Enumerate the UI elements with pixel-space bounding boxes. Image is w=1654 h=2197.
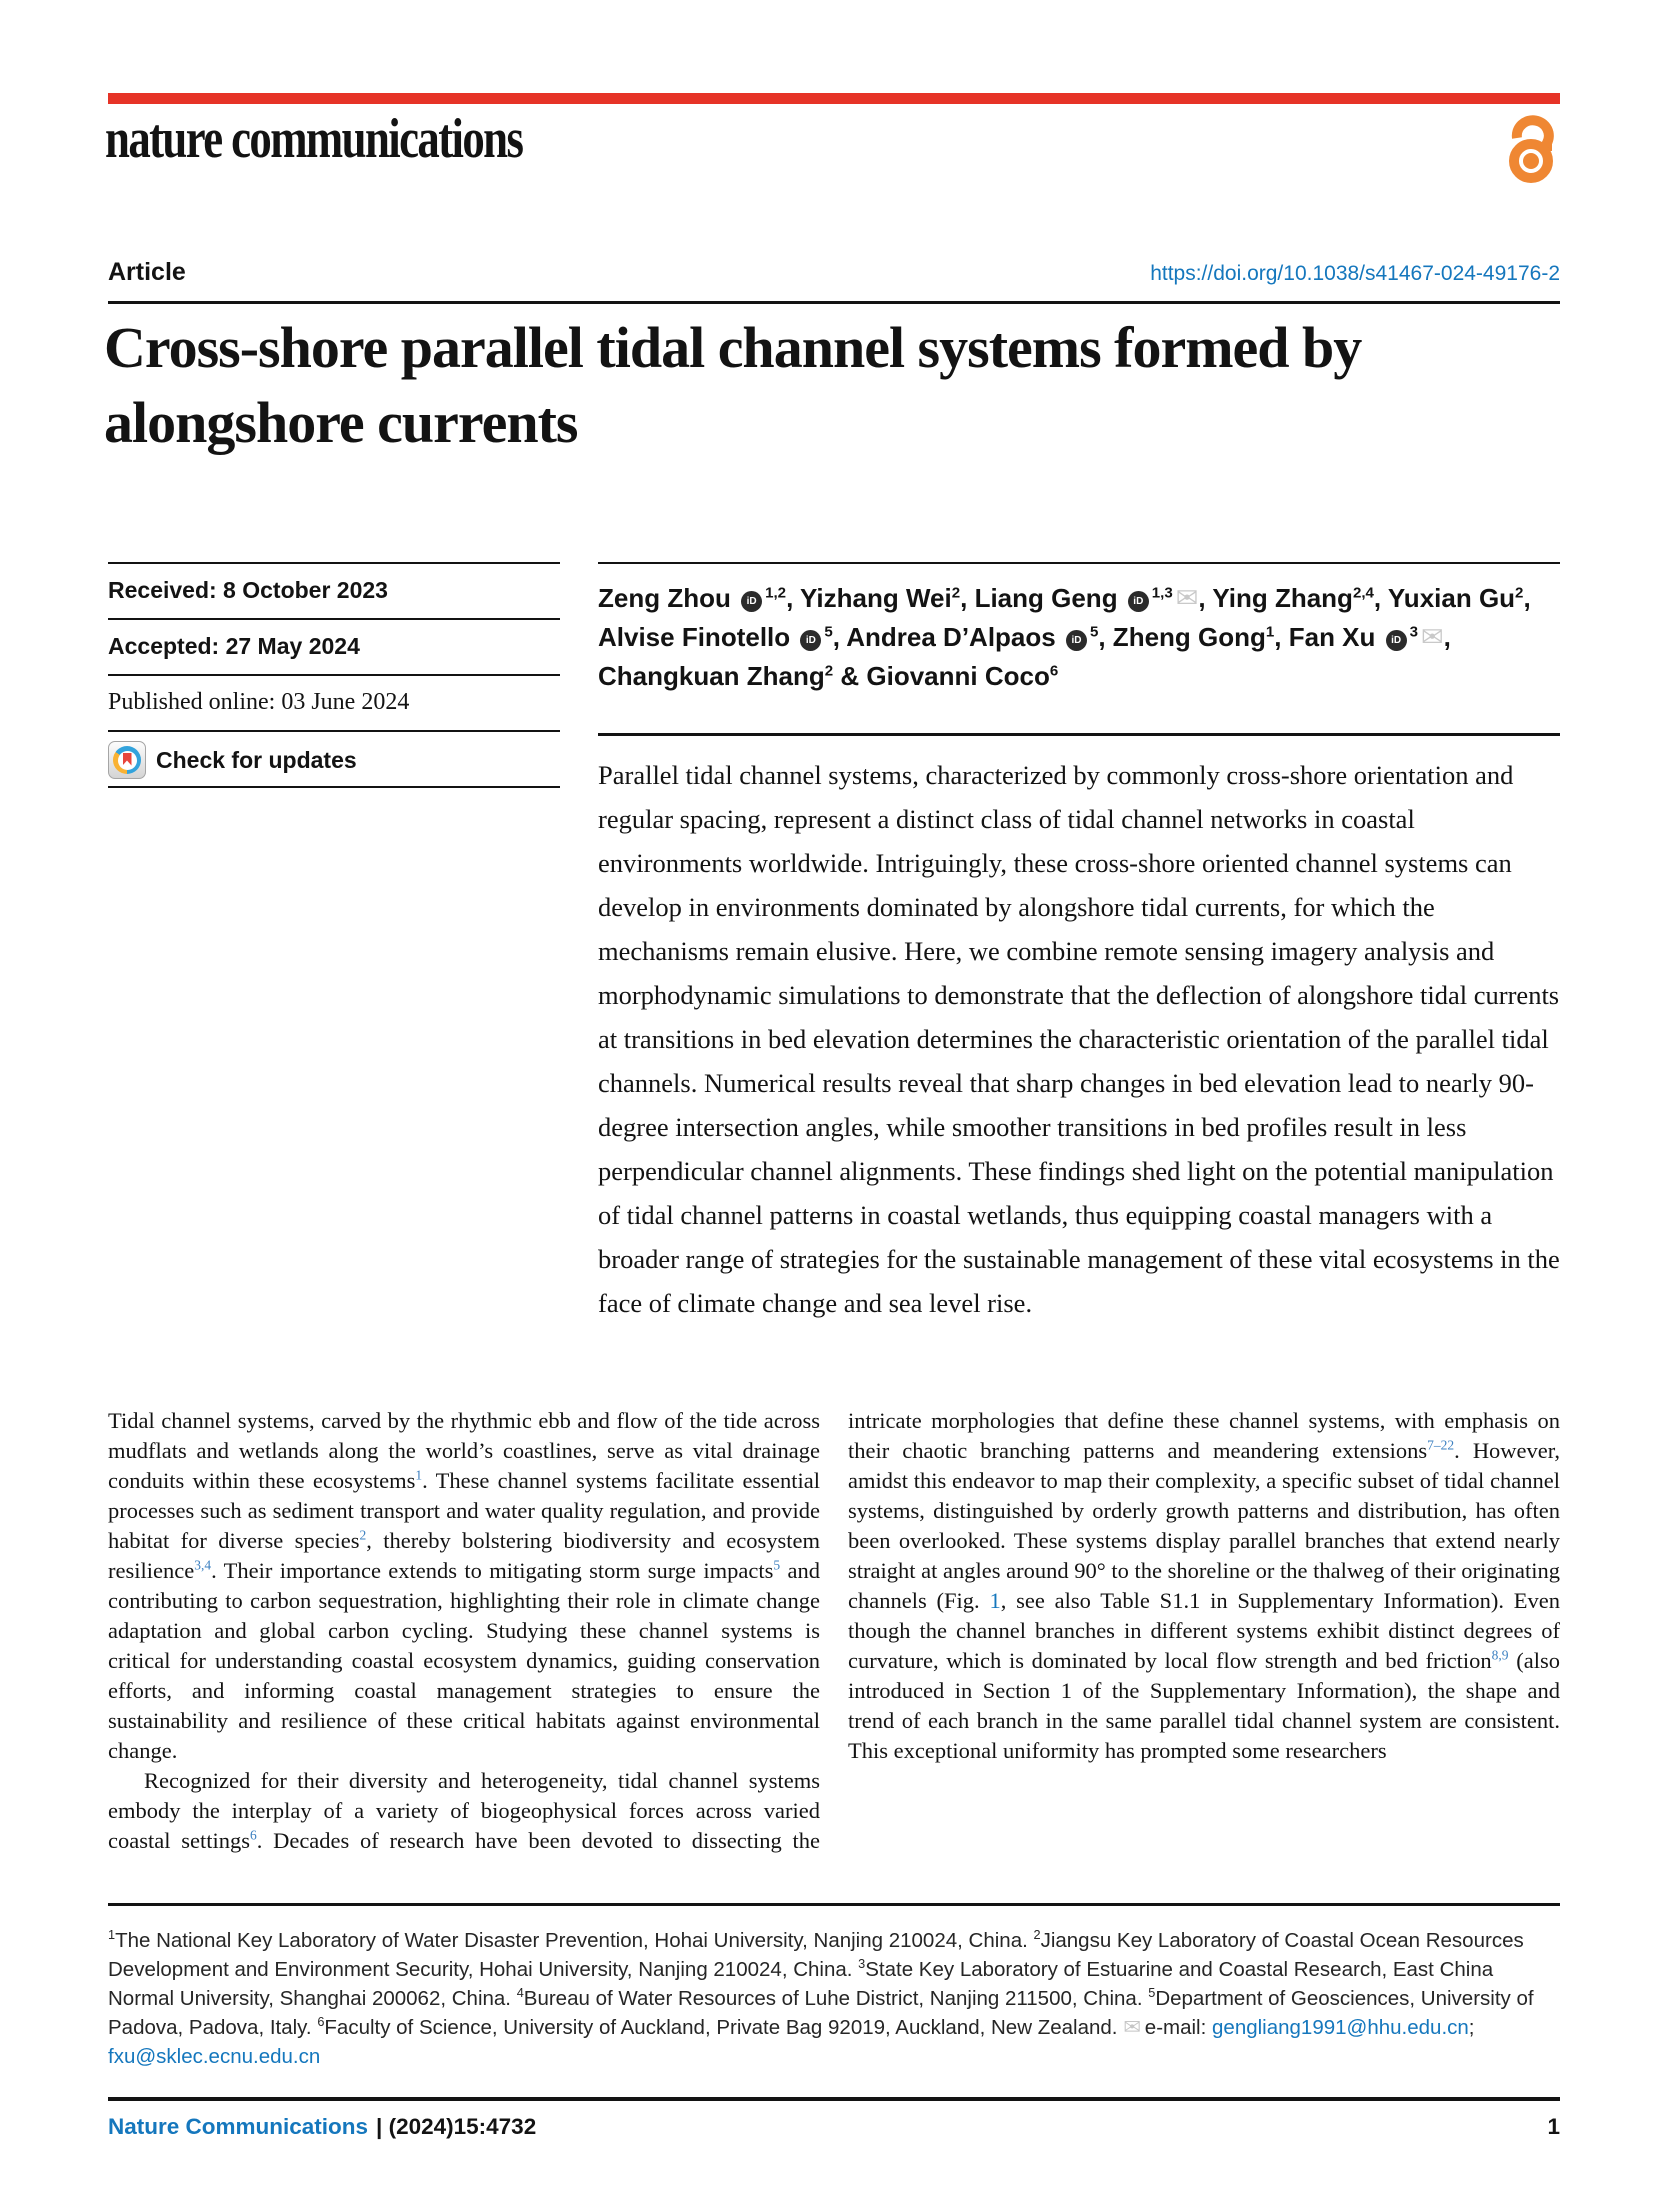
article-dates-panel bbox=[108, 562, 560, 788]
published-date: Published online: 03 June 2024 bbox=[108, 674, 560, 730]
text-run: 1,3 bbox=[1151, 584, 1173, 602]
text-run: Faculty of Science, University of Auckland, Private Bag 92019, Auckland, New Zealand. bbox=[324, 2016, 1124, 2039]
text-run: , Alvise Finotello bbox=[598, 583, 1531, 652]
citation-ref[interactable]: 6 bbox=[249, 1827, 257, 1843]
text-run: , Andrea D’Alpaos bbox=[832, 622, 1063, 652]
text-run: , thereby bolstering biodiversity and ecosystem resilience bbox=[108, 1528, 820, 1583]
abstract-section bbox=[598, 733, 1560, 1325]
email-link-fxu[interactable]: fxu@sklec.ecnu.edu.cn bbox=[108, 2045, 321, 2068]
text-run: , Yizhang Wei bbox=[786, 583, 952, 613]
crossmark-inner bbox=[118, 751, 137, 770]
email-link-gengliang[interactable]: gengliang1991@hhu.edu.cn bbox=[1212, 2016, 1469, 2039]
text-run: ; bbox=[1468, 2016, 1475, 2039]
page-footer bbox=[108, 2097, 1560, 2140]
body-paragraph-1 bbox=[108, 1406, 820, 1766]
citation-ref[interactable]: 1 bbox=[415, 1467, 423, 1483]
journal-name-link[interactable]: Nature Communications bbox=[108, 2114, 369, 2139]
citation-ref[interactable]: 5 bbox=[773, 1557, 781, 1573]
text-run: , see also Table S1.1 in Supplementary Information). Even though the channel branches in different systems exhibit distinct degrees of curvature, which is dominated by local flow strength and bed friction bbox=[848, 1588, 1560, 1673]
article-header-row bbox=[108, 258, 1560, 287]
text-run: 4 bbox=[516, 1985, 524, 2001]
authors-list bbox=[598, 562, 1560, 695]
text-run: and contributing to carbon sequestration, highlighting their role in climate change adaptation and global carbon cycling. Studying these channel systems is critical for understanding coastal ecosystem dynamics, guiding conservation efforts, and informing coastal management strategies to ensure the sustainability and resilience of these critical habitats against environmental change. bbox=[108, 1558, 820, 1763]
text-run: . Decades of research have been devoted to dissecting the intricate morphologies that define these channel systems, with emphasis on their chaotic branching patterns and meandering extensions bbox=[256, 1408, 1560, 1853]
accepted-date: Accepted: 27 May 2024 bbox=[108, 618, 560, 674]
page-number: 1 bbox=[1547, 2114, 1560, 2139]
abstract-text: Parallel tidal channel systems, characterized by commonly cross-shore orientation and regular spacing, represent a distinct class of tidal channel networks in coastal environments worldwide. Intriguingly, these cross-shore oriented channel systems can develop in environments dominated by alongshore tidal currents, for which the mechanisms remain elusive. Here, we combine remote sensing imagery analysis and morphodynamic simulations to demonstrate that the deflection of alongshore tidal currents at transitions in bed elevation determines the characteristic orientation of the parallel tidal channels. Numerical results reveal that sharp changes in bed elevation lead to nearly 90-degree intersection angles, while smoother transitions in bed profiles result in less perpendicular channel alignments. These findings shed light on the potential manipulation of tidal channel patterns in coastal wetlands, thus equipping coastal managers with a broader range of strategies for the sustainable management of these vital ecosystems in the face of climate change and sea level rise. bbox=[598, 760, 1560, 1318]
text-run: 5 bbox=[824, 623, 833, 641]
received-date: Received: 8 October 2023 bbox=[108, 562, 560, 618]
journal-logo: nature communications bbox=[105, 108, 523, 170]
text-run: Recognized for their diversity and heterogeneity, tidal channel systems embody the interplay of a variety of biogeophysical forces across varied coastal settings bbox=[108, 1768, 820, 1853]
text-run: , Liang Geng bbox=[960, 583, 1125, 613]
orcid-icon[interactable]: iD bbox=[1386, 630, 1407, 651]
text-run: Jiangsu Key Laboratory of Coastal Ocean Resources Development and Environment Security, Hohai University, Nanjing 210024, China. bbox=[108, 1929, 1524, 1981]
footer-citation-group bbox=[108, 2114, 536, 2140]
article-body bbox=[108, 1406, 1560, 1858]
text-run: Department of Geosciences, University of Padova, Padova, Italy. bbox=[108, 1987, 1534, 2039]
masthead-rule bbox=[108, 93, 1560, 104]
crossmark-icon[interactable] bbox=[108, 741, 146, 779]
mail-icon: ✉ bbox=[1123, 2015, 1141, 2039]
citation-ref[interactable]: 8,9 bbox=[1491, 1647, 1509, 1663]
text-run: . However, amidst this endeavor to map their complexity, a specific subset of tidal channel systems, distinguished by orderly growth patterns and distribution, has often been overlooked. These systems display parallel branches that extend nearly straight at angles around 90° to the shoreline or the thalweg of their originating channels (Fig. bbox=[848, 1438, 1560, 1613]
text-run: Tidal channel systems, carved by the rhythmic ebb and flow of the tide across mudflats and wetlands along the world’s coastlines, serve as vital drainage conduits within these ecosystems bbox=[108, 1408, 820, 1493]
text-run: The National Key Laboratory of Water Disaster Prevention, Hohai University, Nanjing 210024, China. bbox=[115, 1929, 1034, 1952]
meta-rule bbox=[108, 786, 560, 788]
text-run: Bureau of Water Resources of Luhe District, Nanjing 211500, China. bbox=[523, 1987, 1149, 2010]
check-for-updates[interactable] bbox=[108, 730, 560, 786]
text-run: (also introduced in Section 1 of the Supplementary Information), the shape and trend of each branch in the same parallel tidal channel system are consistent. This exceptional uniformity has prompted some researchers bbox=[848, 1648, 1560, 1763]
citation-ref[interactable]: 3,4 bbox=[194, 1557, 212, 1573]
text-run: . These channel systems facilitate essential processes such as sediment transport and water quality regulation, and provide habitat for diverse species bbox=[108, 1468, 820, 1553]
crossmark-ring bbox=[113, 746, 141, 774]
figure-1-link[interactable]: 1 bbox=[989, 1588, 1001, 1613]
text-run: e-mail: bbox=[1144, 2016, 1213, 2039]
text-run: State Key Laboratory of Estuarine and Coastal Research, East China Normal University, Shanghai 200062, China. bbox=[108, 1958, 1494, 2010]
mail-icon[interactable]: ✉ bbox=[1175, 583, 1199, 614]
text-run: 2 bbox=[951, 584, 961, 602]
affiliations-footnote bbox=[108, 1903, 1560, 2071]
open-access-icon bbox=[1502, 110, 1560, 184]
citation-ref[interactable]: 7–22 bbox=[1427, 1437, 1455, 1453]
citation-info: | (2024)15:4732 bbox=[376, 2114, 537, 2139]
text-run: 1 bbox=[108, 1927, 116, 1943]
text-run: , Changkuan Zhang bbox=[598, 622, 1451, 691]
article-title: Cross-shore parallel tidal channel systems formed by alongshore currents bbox=[104, 315, 1362, 455]
text-run: , Zheng Gong bbox=[1098, 622, 1266, 652]
check-for-updates-label: Check for updates bbox=[156, 747, 357, 773]
orcid-icon[interactable]: iD bbox=[741, 591, 762, 612]
orcid-icon[interactable]: iD bbox=[1066, 630, 1087, 651]
text-run: 5 bbox=[1148, 1985, 1156, 2001]
title-rule bbox=[108, 301, 1560, 304]
text-run: 3 bbox=[1409, 623, 1419, 641]
text-run: , Fan Xu bbox=[1274, 622, 1383, 652]
text-run: Zeng Zhou bbox=[598, 583, 739, 613]
bookmark-icon bbox=[123, 753, 132, 766]
text-run: 3 bbox=[858, 1956, 866, 1972]
text-run: 1,2 bbox=[765, 584, 787, 602]
text-run: , Ying Zhang bbox=[1198, 583, 1353, 613]
article-type-label: Article bbox=[108, 258, 186, 286]
citation-ref[interactable]: 2 bbox=[359, 1527, 367, 1543]
text-run: . Their importance extends to mitigating storm surge impacts bbox=[211, 1558, 774, 1583]
text-run: , Yuxian Gu bbox=[1373, 583, 1516, 613]
text-run: 2 bbox=[1515, 584, 1524, 602]
text-run: 1 bbox=[1265, 623, 1275, 641]
text-run: 2 bbox=[1033, 1927, 1041, 1943]
text-run: 6 bbox=[1049, 662, 1059, 680]
text-run: & Giovanni Coco bbox=[833, 661, 1050, 691]
doi-link[interactable]: https://doi.org/10.1038/s41467-024-49176-2 bbox=[1150, 262, 1560, 285]
text-run: 2,4 bbox=[1352, 584, 1374, 602]
mail-icon[interactable]: ✉ bbox=[1421, 622, 1444, 653]
orcid-icon[interactable]: iD bbox=[800, 630, 821, 651]
text-run: 5 bbox=[1089, 623, 1099, 641]
text-run: 6 bbox=[317, 2014, 325, 2030]
text-run: 2 bbox=[824, 662, 834, 680]
orcid-icon[interactable]: iD bbox=[1128, 591, 1149, 612]
